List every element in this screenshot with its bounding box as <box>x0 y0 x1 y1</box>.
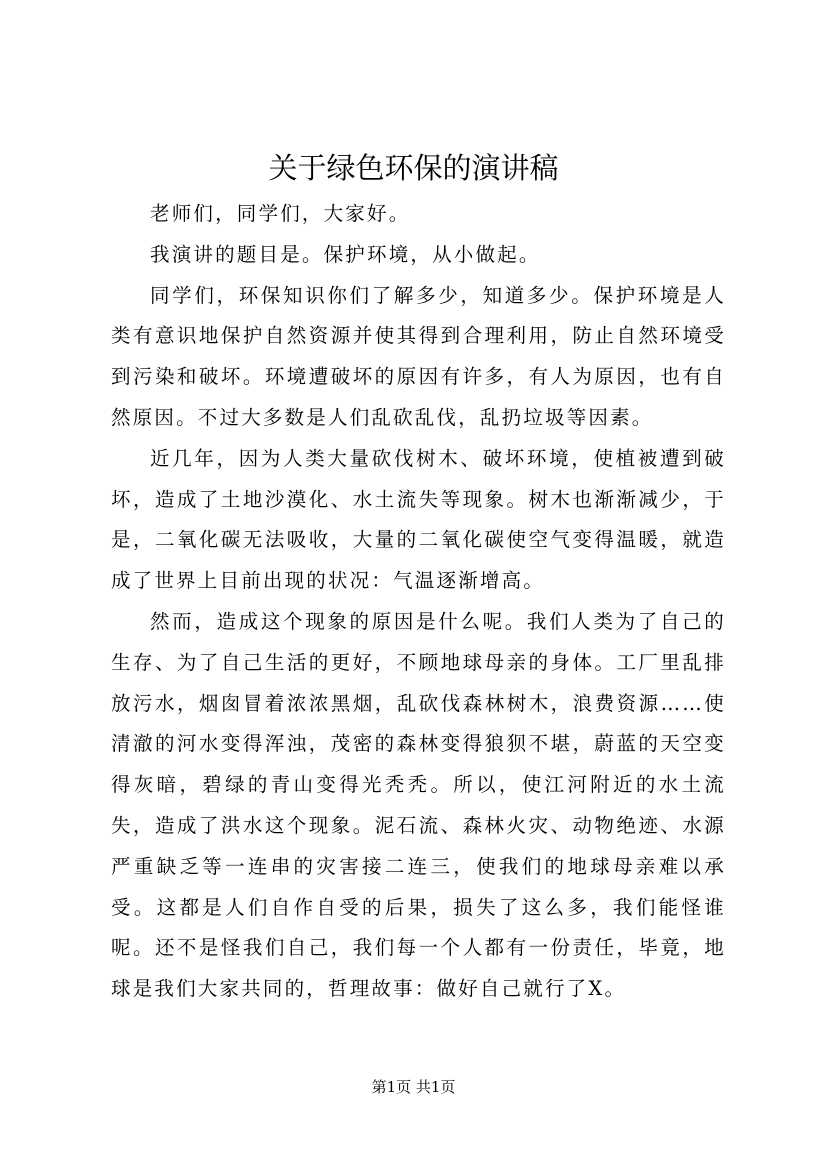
paragraph-topic: 我演讲的题目是。保护环境，从小做起。 <box>150 242 541 266</box>
paragraph-causes: 然而，造成这个现象的原因是什么呢。我们人类为了自己的生存、为了自己生活的更好，不顾地球母亲的身体。工厂里乱排放污水，烟囱冒着浓浓黑烟，乱砍伐森林树木，浪费资源……使清澈的河水变得浑浊，茂密的森林变得狼狈不堪，蔚蓝的天空变得灰暗，碧绿的青山变得光秃秃。所以，使江河附近的水土流失，造成了洪水这个现象。泥石流、森林火灾、动物绝迹、水源严重缺乏等一连串的灾害接二连三，使我们的地球母亲难以承受。这都是人们自作自受的后果，损失了这么多，我们能怪谁呢。还不是怪我们自己，我们每一个人都有一份责任，毕竟，地球是我们大家共同的，哲理故事：做好自己就行了X。 <box>111 609 726 1001</box>
page-number-footer: 第1页 共1页 <box>371 1078 456 1096</box>
document-title: 关于绿色环保的演讲稿 <box>268 151 559 185</box>
paragraph-recent-years: 近几年，因为人类大量砍伐树木、破坏环境，使植被遭到破坏，造成了土地沙漠化、水土流失等现象。树木也渐渐减少，于是，二氧化碳无法吸收，大量的二氧化碳使空气变得温暖，就造成了世界上目前出现的状况：气温逐渐增高。 <box>111 446 726 593</box>
document-body <box>111 194 726 1010</box>
paragraph-environment-knowledge: 同学们，环保知识你们了解多少，知道多少。保护环境是人类有意识地保护自然资源并使其得到合理利用，防止自然环境受到污染和破坏。环境遭破坏的原因有许多，有人为原因，也有自然原因。不过大多数是人们乱砍乱伐，乱扔垃圾等因素。 <box>111 283 726 429</box>
paragraph-greeting: 老师们，同学们，大家好。 <box>150 202 411 225</box>
